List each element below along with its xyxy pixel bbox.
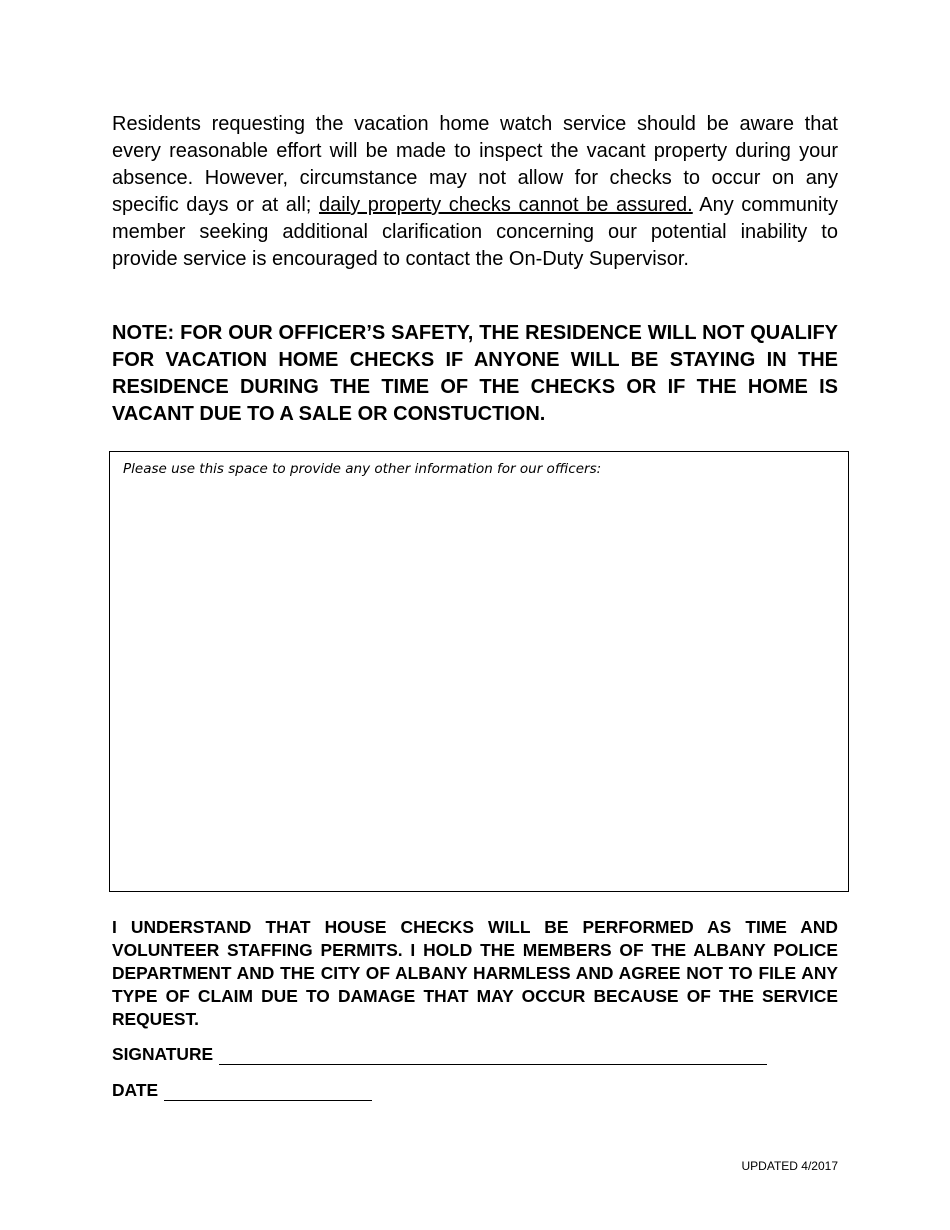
- additional-info-label: Please use this space to provide any other information for our officers:: [123, 461, 602, 477]
- intro-paragraph: [112, 111, 838, 273]
- safety-note: NOTE: FOR OUR OFFICER’S SAFETY, THE RESIDENCE WILL NOT QUALIFY FOR VACATION HOME CHECKS IF ANYONE WILL BE STAYING IN THE RESIDENCE DURING THE TIME OF THE CHECKS OR IF THE HOME IS VACANT DUE TO A SALE OR CONSTUCTION.: [112, 322, 838, 425]
- date-row: [112, 1080, 372, 1101]
- intro-text-start: Residents requesting the vacation home watch service should be aware that every reasonable effort will be made to inspect the vacant property during your absence. However, circumstance may not allow for checks to occur on any specific days or at all;: [112, 113, 838, 216]
- date-line[interactable]: [164, 1084, 372, 1101]
- signature-row: [112, 1044, 767, 1065]
- intro-underlined-text: daily property checks cannot be assured.: [318, 194, 693, 216]
- date-label: DATE: [112, 1080, 159, 1100]
- additional-info-textarea[interactable]: [109, 451, 849, 892]
- liability-agreement: I UNDERSTAND THAT HOUSE CHECKS WILL BE PERFORMED AS TIME AND VOLUNTEER STAFFING PERMITS. I HOLD THE MEMBERS OF THE ALBANY POLICE DEPARTMENT AND THE CITY OF ALBANY HARMLESS AND AGREE NOT TO FILE ANY TYPE OF CLAIM DUE TO DAMAGE THAT MAY OCCUR BECAUSE OF THE SERVICE REQUEST.: [112, 917, 838, 1029]
- intro-text-end: Any community member seeking additional clarification concerning our potential inability to provide service is encouraged to contact the On-Duty Supervisor.: [112, 194, 839, 270]
- signature-label: SIGNATURE: [112, 1044, 214, 1064]
- updated-footer: UPDATED 4/2017: [741, 1159, 838, 1173]
- signature-line[interactable]: [219, 1048, 767, 1065]
